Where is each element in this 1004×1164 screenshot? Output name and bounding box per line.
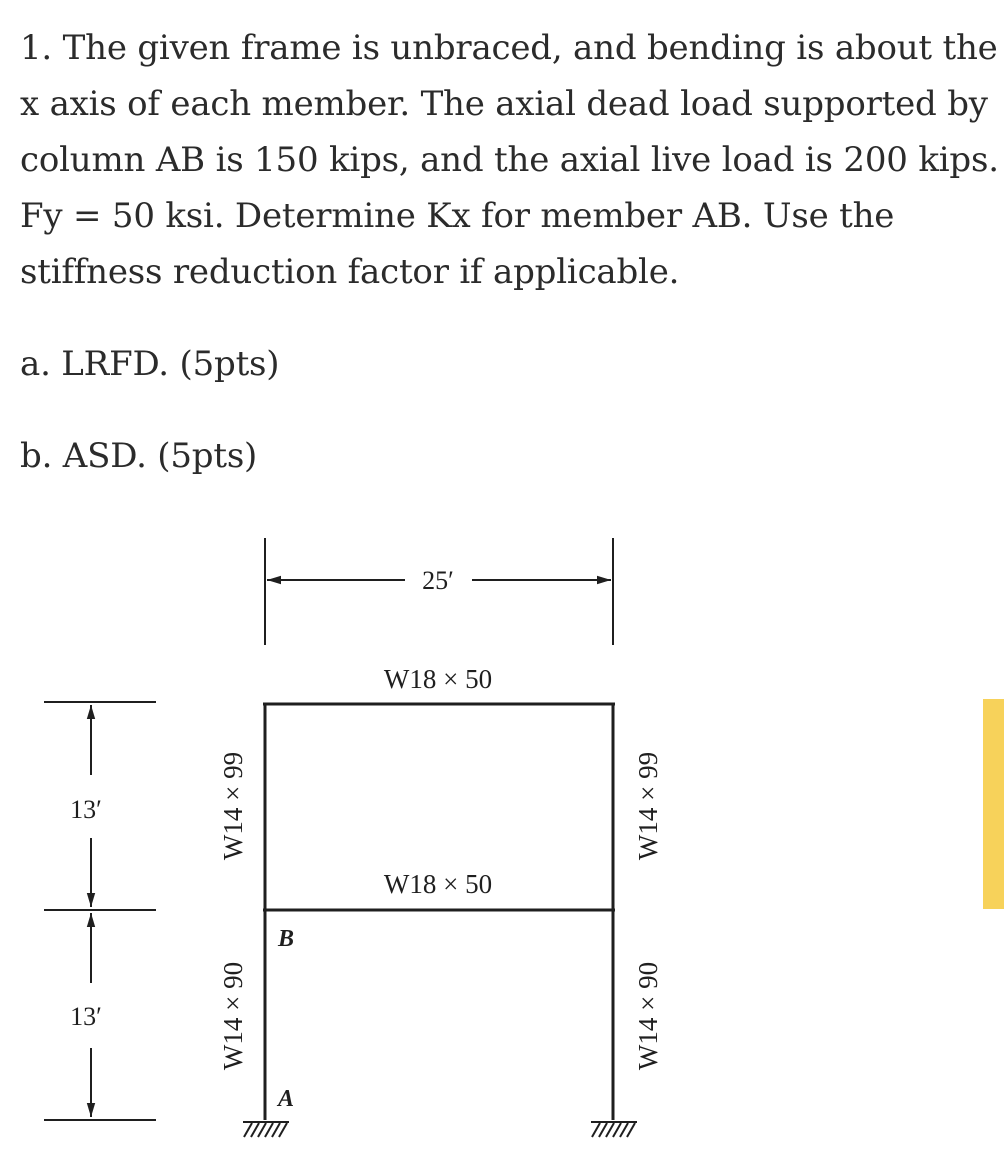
side-tab[interactable] (983, 699, 1004, 909)
frame-members (263, 703, 615, 1120)
left-upper-column-label: W14 × 99 (218, 751, 248, 861)
height-dimension (44, 702, 156, 1120)
joint-a-label: A (278, 1086, 295, 1112)
right-lower-column-label: W14 × 90 (633, 961, 663, 1071)
right-fixed-support (591, 1122, 637, 1137)
left-fixed-support (243, 1122, 289, 1137)
floor-beam-label: W18 × 50 (383, 869, 493, 899)
problem-statement: 1. The given frame is unbraced, and bending is about the x axis of each member. The axial dead load supported by column AB is 150 kips, and the axial live load is 200 kips. Fy = 50 ksi. Determine Kx for member AB. Use the stiffness reduction factor if applicable. (20, 28, 999, 292)
upper-height-label: 13′ (70, 795, 102, 824)
joint-b-label: B (278, 926, 295, 952)
part-a-label: a. LRFD. (5pts) (20, 344, 280, 384)
span-label: 25′ (422, 566, 454, 595)
left-lower-column-label: W14 × 90 (218, 961, 248, 1071)
right-upper-column-label: W14 × 99 (633, 751, 663, 861)
lower-height-label: 13′ (70, 1002, 102, 1031)
roof-beam-label: W18 × 50 (383, 664, 493, 694)
part-b-label: b. ASD. (5pts) (20, 436, 258, 476)
